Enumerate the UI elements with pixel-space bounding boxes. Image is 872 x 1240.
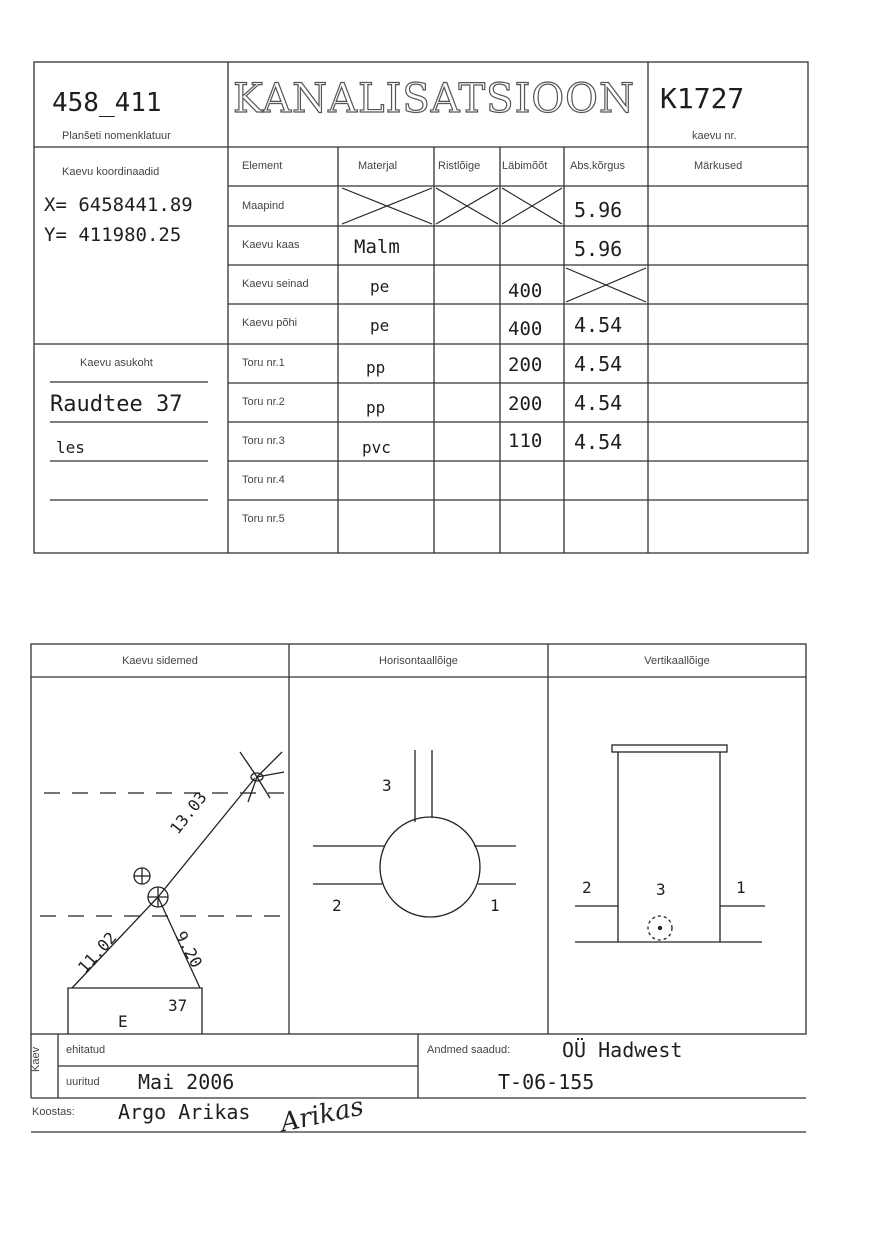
cell-abs-height: 4.54 bbox=[574, 313, 623, 337]
nomenclature-label: Planšeti nomenklatuur bbox=[62, 130, 171, 142]
horizontal-section-header: Horisontaallõige bbox=[379, 655, 458, 667]
cell-abs-height: 5.96 bbox=[574, 198, 623, 222]
cell-material: pvc bbox=[362, 438, 391, 457]
surveyed-label: uuritud bbox=[66, 1076, 100, 1088]
location-line-2: les bbox=[56, 438, 85, 457]
pipe-label: 2 bbox=[332, 896, 342, 915]
row-label: Toru nr.3 bbox=[242, 435, 285, 447]
row-label: Toru nr.4 bbox=[242, 474, 285, 486]
distance-label: 13.03 bbox=[166, 788, 211, 838]
location-line-1: Raudtee 37 bbox=[50, 392, 183, 417]
compiled-label: Koostas: bbox=[32, 1106, 75, 1118]
col-header-diameter: Läbimõõt bbox=[502, 160, 548, 172]
row-label: Maapind bbox=[242, 200, 285, 212]
cell-diameter: 400 bbox=[508, 318, 543, 340]
col-header-cross-section: Ristlõige bbox=[438, 160, 481, 172]
house-letter: E bbox=[118, 1012, 128, 1031]
cell-diameter: 110 bbox=[508, 430, 543, 452]
house-number: 37 bbox=[168, 996, 188, 1015]
cell-material: pe bbox=[370, 277, 390, 296]
cell-diameter: 400 bbox=[508, 280, 543, 302]
pipe-label: 1 bbox=[736, 878, 746, 897]
coords-label: Kaevu koordinaadid bbox=[62, 166, 160, 178]
cell-abs-height: 4.54 bbox=[574, 391, 623, 415]
distance-label: 9.20 bbox=[171, 928, 207, 971]
row-label: Kaevu põhi bbox=[242, 317, 298, 329]
compiled-value: Argo Arikas bbox=[118, 1100, 251, 1124]
ties-header: Kaevu sidemed bbox=[122, 655, 198, 667]
vertical-section-header: Vertikaallõige bbox=[644, 655, 710, 667]
cell-diameter: 200 bbox=[508, 354, 543, 376]
cell-material: pp bbox=[366, 358, 386, 377]
coord-x: X= 6458441.89 bbox=[44, 194, 193, 216]
col-header-notes: Märkused bbox=[694, 160, 743, 172]
signature: Arikas bbox=[277, 1091, 367, 1139]
col-header-abs-height: Abs.kõrgus bbox=[570, 160, 626, 172]
pipe-label: 1 bbox=[490, 896, 500, 915]
cell-abs-height: 4.54 bbox=[574, 430, 623, 454]
well-number: K1727 bbox=[660, 82, 745, 115]
row-label: Toru nr.1 bbox=[242, 357, 285, 369]
cell-material: pe bbox=[370, 316, 390, 335]
cell-abs-height: 4.54 bbox=[574, 352, 623, 376]
row-label: Kaevu seinad bbox=[242, 278, 309, 290]
col-header-material: Materjal bbox=[358, 160, 398, 172]
side-label: Kaev bbox=[30, 1046, 42, 1072]
cell-diameter: 200 bbox=[508, 393, 543, 415]
surveyed-value: Mai 2006 bbox=[138, 1070, 235, 1094]
coord-y: Y= 411980.25 bbox=[44, 224, 182, 246]
data-from-label: Andmed saadud: bbox=[427, 1044, 511, 1056]
vertical-section-sketch bbox=[575, 745, 765, 942]
data-from-value: OÜ Hadwest bbox=[562, 1038, 683, 1062]
cell-material: Malm bbox=[354, 236, 400, 258]
distance-label: 11.02 bbox=[74, 928, 121, 977]
pipe-label: 3 bbox=[382, 776, 392, 795]
pipe-label: 2 bbox=[582, 878, 592, 897]
row-label: Toru nr.2 bbox=[242, 396, 285, 408]
cell-material: pp bbox=[366, 398, 386, 417]
ties-sketch bbox=[40, 752, 285, 1034]
data-ref: T-06-155 bbox=[498, 1070, 595, 1094]
cell-abs-height: 5.96 bbox=[574, 237, 623, 261]
pipe-label: 3 bbox=[656, 880, 666, 899]
location-label: Kaevu asukoht bbox=[80, 357, 153, 369]
row-label: Kaevu kaas bbox=[242, 239, 300, 251]
horizontal-section-sketch bbox=[313, 750, 516, 917]
col-header-element: Element bbox=[242, 160, 283, 172]
row-label: Toru nr.5 bbox=[242, 513, 285, 525]
nomenclature-value: 458_411 bbox=[52, 88, 162, 118]
well-number-label: kaevu nr. bbox=[692, 130, 737, 142]
page-title: KANALISATSIOON bbox=[233, 76, 635, 122]
built-label: ehitatud bbox=[66, 1044, 106, 1056]
